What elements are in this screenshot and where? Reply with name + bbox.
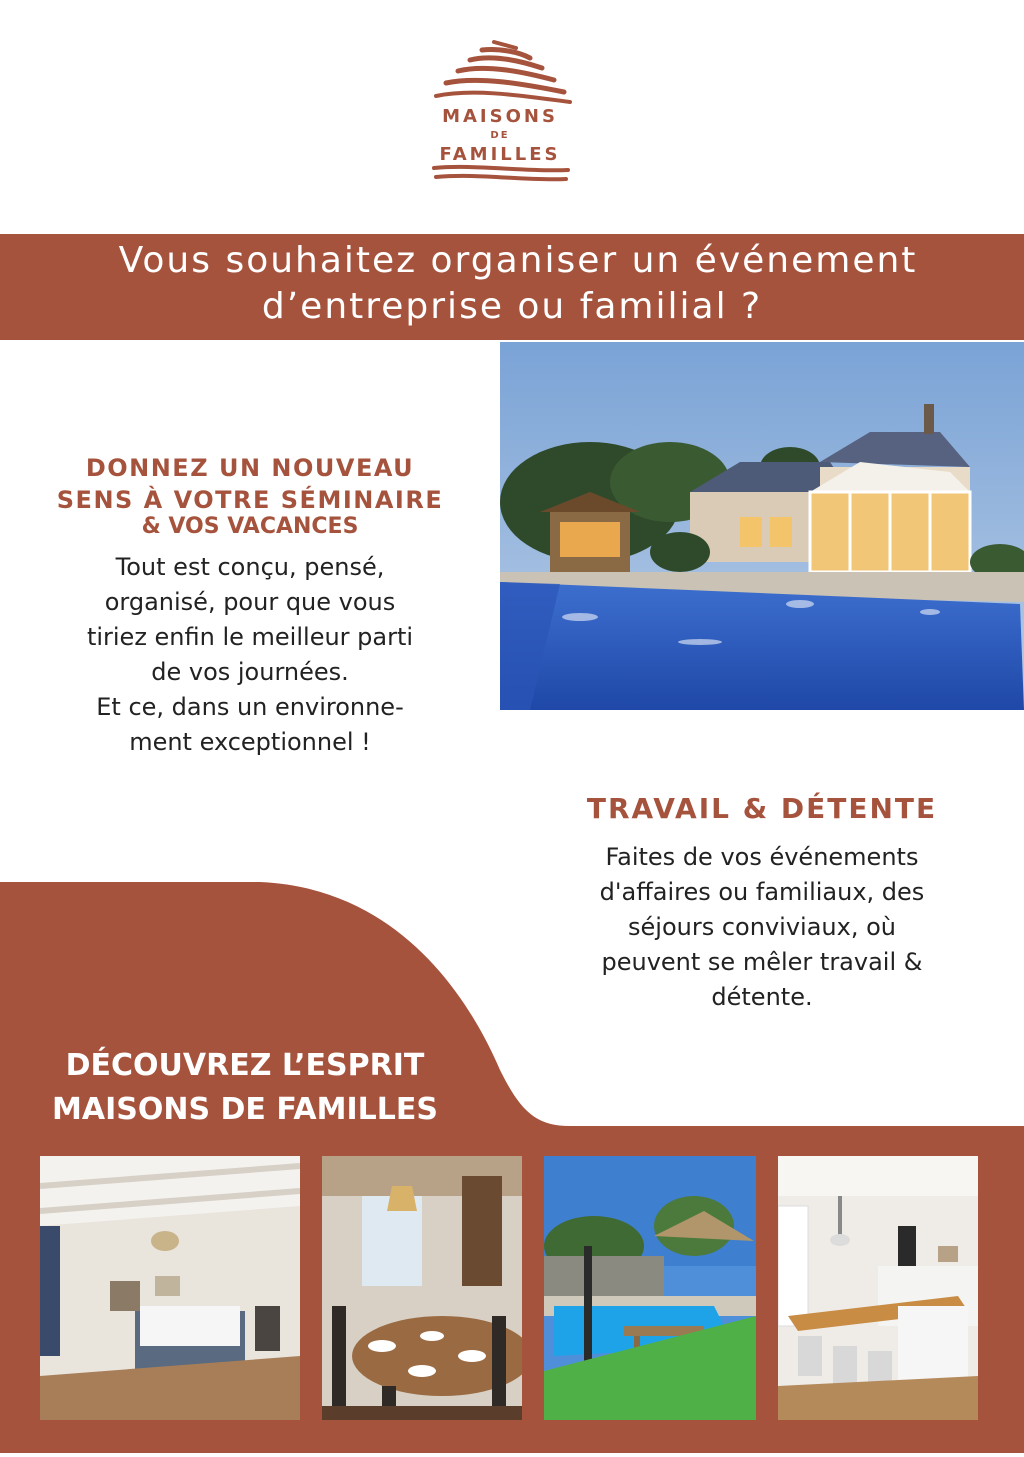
- seminaire-body: [10, 550, 490, 760]
- travail-body-line: d'affaires ou familiaux, des: [599, 878, 925, 906]
- logo-text-maisons: MAISONS: [442, 106, 558, 127]
- header-band: [0, 234, 1024, 340]
- kitchen-photo: [778, 1156, 978, 1420]
- travail-body-line: détente.: [711, 983, 813, 1011]
- seminaire-title-line-1: DONNEZ UN NOUVEAU: [85, 454, 415, 482]
- garden-pool-photo: [544, 1156, 756, 1420]
- travail-detente-title: TRAVAIL & DÉTENTE: [586, 792, 938, 825]
- headline-line-2: d’entreprise ou familial ?: [261, 286, 763, 327]
- seminaire-body-line: Et ce, dans un environne-: [96, 693, 404, 721]
- headline-line-1: Vous souhaitez organiser un événement: [118, 240, 918, 281]
- logo-text-de: DE: [490, 130, 510, 141]
- seminaire-body-line: tiriez enfin le meilleur parti: [86, 623, 414, 651]
- seminaire-body-line: organisé, pour que vous: [104, 588, 396, 616]
- cta-heading: [0, 1044, 490, 1132]
- seminaire-body-line: Tout est conçu, pensé,: [115, 553, 385, 581]
- travail-body-line: Faites de vos événements: [605, 843, 919, 871]
- seminaire-title: [10, 452, 490, 516]
- dining-room-photo: [322, 1156, 522, 1420]
- seminaire-subtitle: & VOS VACANCES: [141, 514, 359, 539]
- brand-logo: [424, 36, 576, 186]
- travail-detente-body: [520, 840, 1004, 1015]
- cta-line-2: MAISONS DE FAMILLES: [52, 1092, 438, 1127]
- travail-body-line: peuvent se mêler travail &: [601, 948, 923, 976]
- cta-line-1: DÉCOUVREZ L’ESPRIT: [65, 1048, 425, 1083]
- travail-body-line: séjours conviviaux, où: [628, 913, 896, 941]
- seminaire-title-line-2: SENS À VOTRE SÉMINAIRE: [56, 486, 444, 514]
- seminaire-body-line: de vos journées.: [151, 658, 349, 686]
- seminaire-body-line: ment exceptionnel !: [129, 728, 371, 756]
- bedroom-photo: [40, 1156, 300, 1420]
- house-pool-photo: [500, 342, 1024, 710]
- logo-text-familles: FAMILLES: [439, 144, 561, 165]
